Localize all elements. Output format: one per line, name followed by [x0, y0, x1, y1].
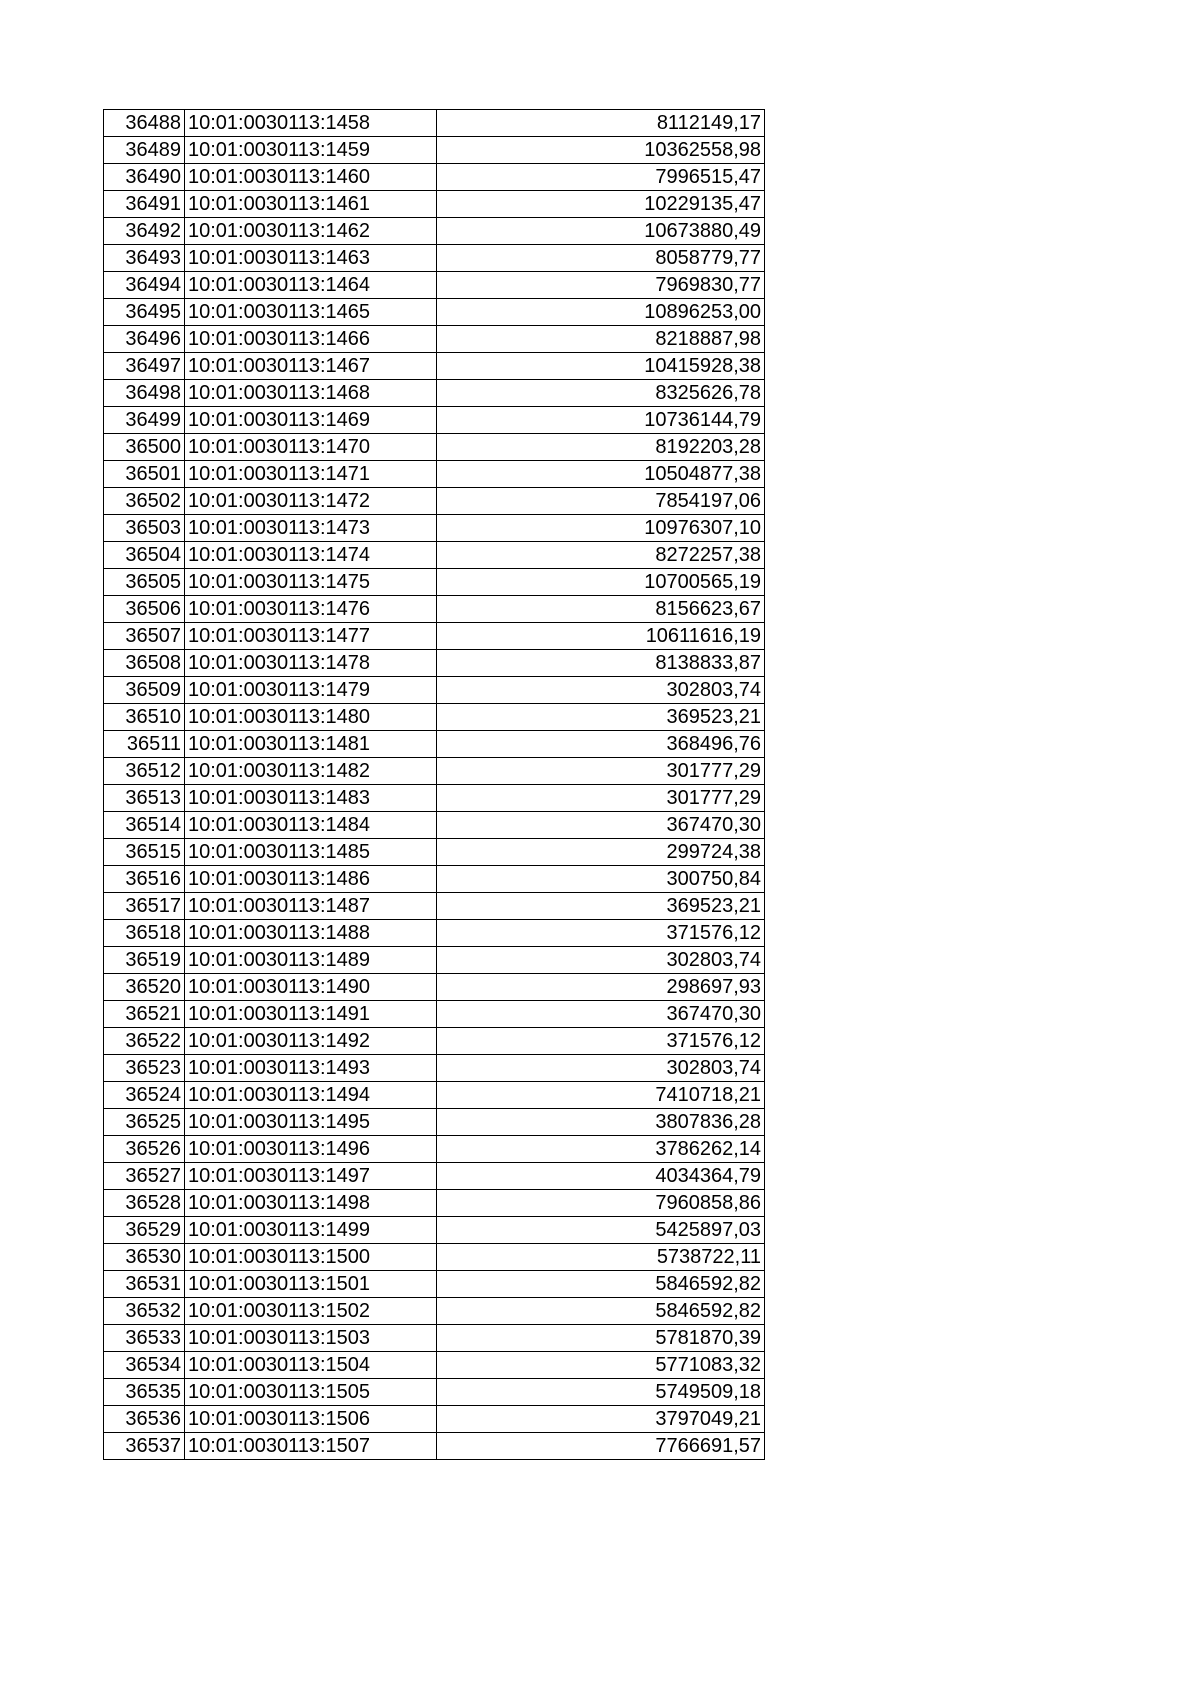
table-row [104, 650, 765, 677]
table-body [104, 110, 765, 1460]
cadastral-number-cell: 10:01:0030113:1487 [185, 893, 437, 920]
cadastral-number-cell: 10:01:0030113:1461 [185, 191, 437, 218]
table-row [104, 434, 765, 461]
table-row [104, 731, 765, 758]
row-number-cell: 36531 [104, 1271, 185, 1298]
row-number-cell: 36508 [104, 650, 185, 677]
table-row [104, 839, 765, 866]
value-cell: 8138833,87 [437, 650, 765, 677]
cadastral-number-cell: 10:01:0030113:1479 [185, 677, 437, 704]
table-row [104, 947, 765, 974]
value-cell: 5781870,39 [437, 1325, 765, 1352]
cadastral-number-cell: 10:01:0030113:1481 [185, 731, 437, 758]
cadastral-number-cell: 10:01:0030113:1462 [185, 218, 437, 245]
cadastral-number-cell: 10:01:0030113:1463 [185, 245, 437, 272]
row-number-cell: 36512 [104, 758, 185, 785]
cadastral-number-cell: 10:01:0030113:1473 [185, 515, 437, 542]
cadastral-number-cell: 10:01:0030113:1480 [185, 704, 437, 731]
cadastral-number-cell: 10:01:0030113:1459 [185, 137, 437, 164]
value-cell: 7410718,21 [437, 1082, 765, 1109]
table-row [104, 299, 765, 326]
value-cell: 371576,12 [437, 1028, 765, 1055]
row-number-cell: 36499 [104, 407, 185, 434]
row-number-cell: 36524 [104, 1082, 185, 1109]
table-row [104, 164, 765, 191]
table-row [104, 488, 765, 515]
row-number-cell: 36503 [104, 515, 185, 542]
cadastral-number-cell: 10:01:0030113:1498 [185, 1190, 437, 1217]
value-cell: 5846592,82 [437, 1271, 765, 1298]
cadastral-number-cell: 10:01:0030113:1497 [185, 1163, 437, 1190]
value-cell: 301777,29 [437, 785, 765, 812]
value-cell: 8272257,38 [437, 542, 765, 569]
row-number-cell: 36525 [104, 1109, 185, 1136]
table-row [104, 1001, 765, 1028]
value-cell: 10362558,98 [437, 137, 765, 164]
row-number-cell: 36509 [104, 677, 185, 704]
table-row [104, 1055, 765, 1082]
cadastral-number-cell: 10:01:0030113:1469 [185, 407, 437, 434]
cadastral-number-cell: 10:01:0030113:1496 [185, 1136, 437, 1163]
value-cell: 3786262,14 [437, 1136, 765, 1163]
cadastral-number-cell: 10:01:0030113:1460 [185, 164, 437, 191]
cadastral-number-cell: 10:01:0030113:1471 [185, 461, 437, 488]
row-number-cell: 36505 [104, 569, 185, 596]
value-cell: 300750,84 [437, 866, 765, 893]
value-cell: 298697,93 [437, 974, 765, 1001]
cadastral-number-cell: 10:01:0030113:1478 [185, 650, 437, 677]
cadastral-number-cell: 10:01:0030113:1458 [185, 110, 437, 137]
row-number-cell: 36530 [104, 1244, 185, 1271]
value-cell: 7960858,86 [437, 1190, 765, 1217]
row-number-cell: 36502 [104, 488, 185, 515]
cadastral-number-cell: 10:01:0030113:1491 [185, 1001, 437, 1028]
row-number-cell: 36529 [104, 1217, 185, 1244]
row-number-cell: 36523 [104, 1055, 185, 1082]
value-cell: 7996515,47 [437, 164, 765, 191]
value-cell: 368496,76 [437, 731, 765, 758]
row-number-cell: 36493 [104, 245, 185, 272]
value-cell: 5425897,03 [437, 1217, 765, 1244]
value-cell: 8156623,67 [437, 596, 765, 623]
value-cell: 10229135,47 [437, 191, 765, 218]
value-cell: 8112149,17 [437, 110, 765, 137]
value-cell: 302803,74 [437, 947, 765, 974]
cadastral-number-cell: 10:01:0030113:1477 [185, 623, 437, 650]
value-cell: 10611616,19 [437, 623, 765, 650]
row-number-cell: 36516 [104, 866, 185, 893]
table-row [104, 1028, 765, 1055]
table-row [104, 218, 765, 245]
value-cell: 302803,74 [437, 677, 765, 704]
row-number-cell: 36526 [104, 1136, 185, 1163]
table-row [104, 1244, 765, 1271]
value-cell: 3797049,21 [437, 1406, 765, 1433]
table-row [104, 812, 765, 839]
row-number-cell: 36533 [104, 1325, 185, 1352]
row-number-cell: 36527 [104, 1163, 185, 1190]
row-number-cell: 36513 [104, 785, 185, 812]
row-number-cell: 36515 [104, 839, 185, 866]
row-number-cell: 36532 [104, 1298, 185, 1325]
value-cell: 10415928,38 [437, 353, 765, 380]
row-number-cell: 36537 [104, 1433, 185, 1460]
value-cell: 369523,21 [437, 893, 765, 920]
row-number-cell: 36495 [104, 299, 185, 326]
table-row [104, 1325, 765, 1352]
table-row [104, 245, 765, 272]
table-row [104, 596, 765, 623]
table-row [104, 1433, 765, 1460]
cadastral-number-cell: 10:01:0030113:1464 [185, 272, 437, 299]
value-cell: 10700565,19 [437, 569, 765, 596]
row-number-cell: 36489 [104, 137, 185, 164]
cadastral-number-cell: 10:01:0030113:1501 [185, 1271, 437, 1298]
table-row [104, 542, 765, 569]
row-number-cell: 36519 [104, 947, 185, 974]
cadastral-number-cell: 10:01:0030113:1482 [185, 758, 437, 785]
row-number-cell: 36492 [104, 218, 185, 245]
row-number-cell: 36518 [104, 920, 185, 947]
cadastral-number-cell: 10:01:0030113:1476 [185, 596, 437, 623]
row-number-cell: 36528 [104, 1190, 185, 1217]
table-row [104, 326, 765, 353]
table-row [104, 758, 765, 785]
value-cell: 10504877,38 [437, 461, 765, 488]
table-row [104, 1271, 765, 1298]
cadastral-number-cell: 10:01:0030113:1475 [185, 569, 437, 596]
cadastral-number-cell: 10:01:0030113:1468 [185, 380, 437, 407]
table-row [104, 1352, 765, 1379]
table-row [104, 1163, 765, 1190]
table-row [104, 380, 765, 407]
table-row [104, 677, 765, 704]
value-cell: 367470,30 [437, 1001, 765, 1028]
value-cell: 301777,29 [437, 758, 765, 785]
table-row [104, 461, 765, 488]
row-number-cell: 36520 [104, 974, 185, 1001]
table-row [104, 191, 765, 218]
cadastral-number-cell: 10:01:0030113:1466 [185, 326, 437, 353]
cadastral-number-cell: 10:01:0030113:1486 [185, 866, 437, 893]
row-number-cell: 36511 [104, 731, 185, 758]
row-number-cell: 36497 [104, 353, 185, 380]
table-row [104, 1136, 765, 1163]
cadastral-number-cell: 10:01:0030113:1489 [185, 947, 437, 974]
row-number-cell: 36517 [104, 893, 185, 920]
row-number-cell: 36536 [104, 1406, 185, 1433]
row-number-cell: 36488 [104, 110, 185, 137]
value-cell: 7854197,06 [437, 488, 765, 515]
row-number-cell: 36507 [104, 623, 185, 650]
cadastral-number-cell: 10:01:0030113:1485 [185, 839, 437, 866]
cadastral-number-cell: 10:01:0030113:1484 [185, 812, 437, 839]
value-cell: 7766691,57 [437, 1433, 765, 1460]
cadastral-number-cell: 10:01:0030113:1474 [185, 542, 437, 569]
cadastral-number-cell: 10:01:0030113:1505 [185, 1379, 437, 1406]
value-cell: 7969830,77 [437, 272, 765, 299]
value-cell: 302803,74 [437, 1055, 765, 1082]
row-number-cell: 36500 [104, 434, 185, 461]
table-row [104, 785, 765, 812]
table-row [104, 353, 765, 380]
cadastral-number-cell: 10:01:0030113:1493 [185, 1055, 437, 1082]
row-number-cell: 36535 [104, 1379, 185, 1406]
row-number-cell: 36490 [104, 164, 185, 191]
value-cell: 10736144,79 [437, 407, 765, 434]
table-row [104, 1217, 765, 1244]
row-number-cell: 36491 [104, 191, 185, 218]
cadastral-number-cell: 10:01:0030113:1483 [185, 785, 437, 812]
value-cell: 10976307,10 [437, 515, 765, 542]
row-number-cell: 36501 [104, 461, 185, 488]
table-row [104, 272, 765, 299]
cadastral-number-cell: 10:01:0030113:1470 [185, 434, 437, 461]
table-row [104, 704, 765, 731]
value-cell: 5749509,18 [437, 1379, 765, 1406]
table-row [104, 1190, 765, 1217]
row-number-cell: 36506 [104, 596, 185, 623]
table-row [104, 110, 765, 137]
table-row [104, 569, 765, 596]
table-row [104, 866, 765, 893]
value-cell: 8192203,28 [437, 434, 765, 461]
cadastral-number-cell: 10:01:0030113:1465 [185, 299, 437, 326]
table-row [104, 920, 765, 947]
value-cell: 369523,21 [437, 704, 765, 731]
cadastral-number-cell: 10:01:0030113:1494 [185, 1082, 437, 1109]
cadastral-number-cell: 10:01:0030113:1506 [185, 1406, 437, 1433]
cadastral-number-cell: 10:01:0030113:1503 [185, 1325, 437, 1352]
table-row [104, 1406, 765, 1433]
row-number-cell: 36496 [104, 326, 185, 353]
value-cell: 367470,30 [437, 812, 765, 839]
table-row [104, 1109, 765, 1136]
value-cell: 4034364,79 [437, 1163, 765, 1190]
cadastral-number-cell: 10:01:0030113:1467 [185, 353, 437, 380]
row-number-cell: 36521 [104, 1001, 185, 1028]
cadastral-number-cell: 10:01:0030113:1504 [185, 1352, 437, 1379]
table-row [104, 1379, 765, 1406]
row-number-cell: 36514 [104, 812, 185, 839]
cadastral-number-cell: 10:01:0030113:1502 [185, 1298, 437, 1325]
value-cell: 8218887,98 [437, 326, 765, 353]
value-cell: 10896253,00 [437, 299, 765, 326]
table-row [104, 623, 765, 650]
data-table [103, 109, 765, 1460]
row-number-cell: 36494 [104, 272, 185, 299]
cadastral-number-cell: 10:01:0030113:1507 [185, 1433, 437, 1460]
table-row [104, 137, 765, 164]
value-cell: 8325626,78 [437, 380, 765, 407]
value-cell: 5846592,82 [437, 1298, 765, 1325]
value-cell: 8058779,77 [437, 245, 765, 272]
cadastral-number-cell: 10:01:0030113:1472 [185, 488, 437, 515]
cadastral-number-cell: 10:01:0030113:1490 [185, 974, 437, 1001]
cadastral-number-cell: 10:01:0030113:1499 [185, 1217, 437, 1244]
row-number-cell: 36498 [104, 380, 185, 407]
row-number-cell: 36504 [104, 542, 185, 569]
cadastral-number-cell: 10:01:0030113:1488 [185, 920, 437, 947]
value-cell: 5771083,32 [437, 1352, 765, 1379]
value-cell: 3807836,28 [437, 1109, 765, 1136]
table-row [104, 1298, 765, 1325]
row-number-cell: 36522 [104, 1028, 185, 1055]
row-number-cell: 36510 [104, 704, 185, 731]
table-row [104, 1082, 765, 1109]
cadastral-number-cell: 10:01:0030113:1500 [185, 1244, 437, 1271]
table-row [104, 515, 765, 542]
value-cell: 371576,12 [437, 920, 765, 947]
table-row [104, 974, 765, 1001]
table-row [104, 407, 765, 434]
value-cell: 299724,38 [437, 839, 765, 866]
cadastral-number-cell: 10:01:0030113:1495 [185, 1109, 437, 1136]
value-cell: 10673880,49 [437, 218, 765, 245]
row-number-cell: 36534 [104, 1352, 185, 1379]
cadastral-number-cell: 10:01:0030113:1492 [185, 1028, 437, 1055]
table-row [104, 893, 765, 920]
value-cell: 5738722,11 [437, 1244, 765, 1271]
